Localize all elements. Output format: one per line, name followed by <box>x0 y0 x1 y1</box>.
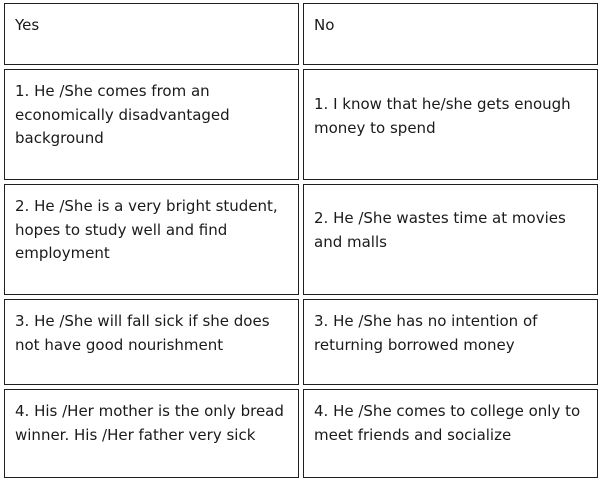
header-no-label: No <box>314 16 335 34</box>
row-4-no-cell <box>303 389 598 478</box>
header-yes-label: Yes <box>15 16 40 34</box>
row-3-yes-text: 3. He /She will fall sick if she does not have good nourishment <box>15 312 270 354</box>
row-1-no-text: 1. I know that he/she gets enough money to spend <box>314 95 571 137</box>
row-3-no-cell <box>303 299 598 385</box>
row-4-yes-cell <box>4 389 299 478</box>
row-1-no-cell <box>303 69 598 180</box>
row-1-yes-cell <box>4 69 299 180</box>
row-4-no-text: 4. He /She comes to college only to meet friends and socialize <box>314 402 581 444</box>
row-2-yes-text: 2. He /She is a very bright student, hopes to study well and find employment <box>15 197 278 262</box>
row-3-yes-cell <box>4 299 299 385</box>
row-2-yes-cell <box>4 184 299 295</box>
row-2-no-cell <box>303 184 598 295</box>
yes-no-table <box>4 3 598 478</box>
header-yes <box>4 3 299 65</box>
row-1-yes-text: 1. He /She comes from an economically disadvantaged background <box>15 82 230 147</box>
row-3-no-text: 3. He /She has no intention of returning borrowed money <box>314 312 538 354</box>
row-2-no-text: 2. He /She wastes time at movies and malls <box>314 209 566 251</box>
row-4-yes-text: 4. His /Her mother is the only bread winner. His /Her father very sick <box>15 402 284 444</box>
header-no <box>303 3 598 65</box>
